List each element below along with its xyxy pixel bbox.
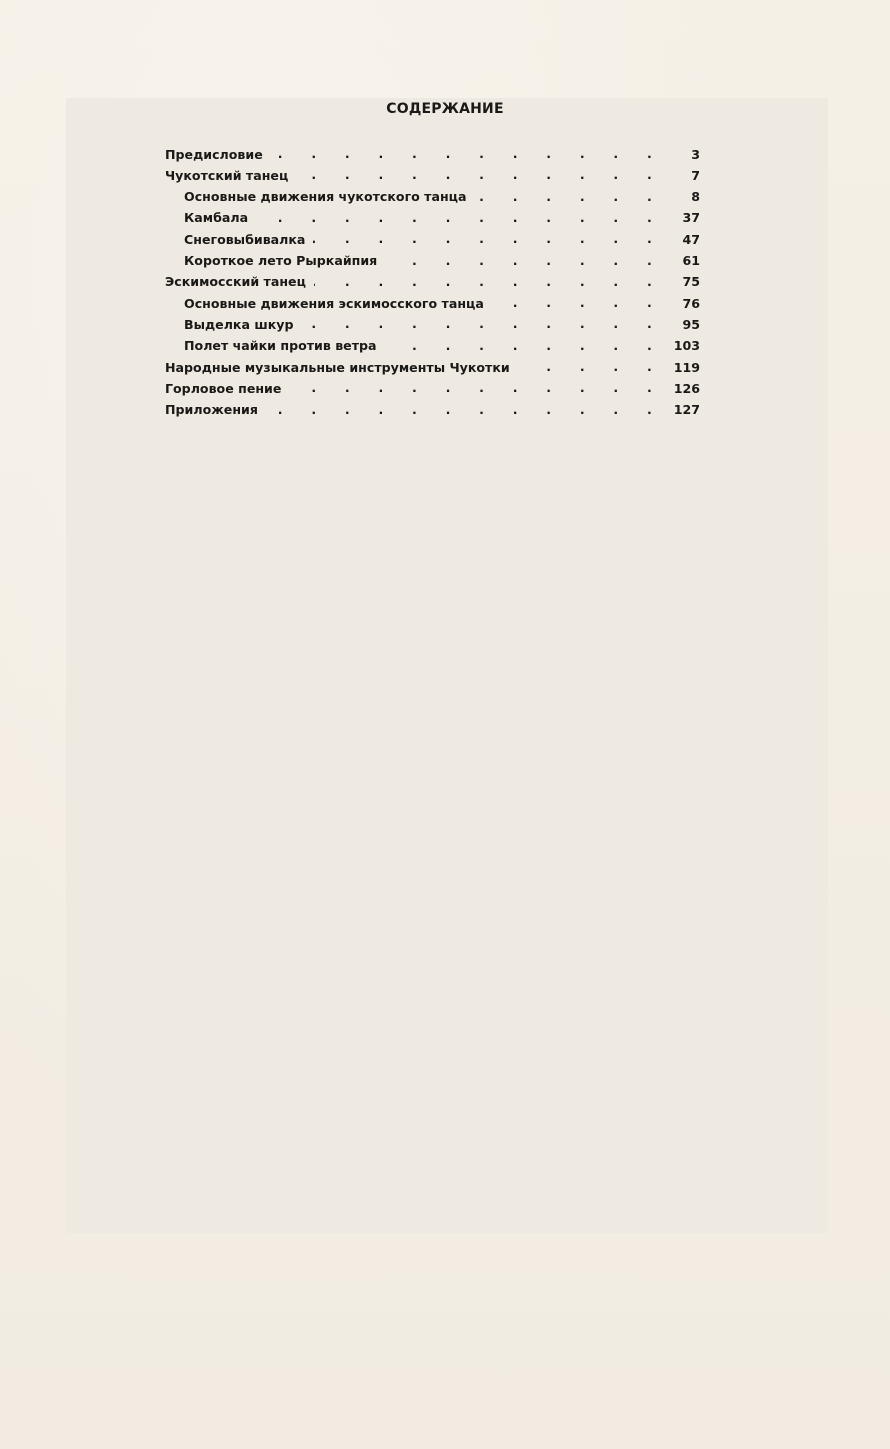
toc-entry xyxy=(165,356,700,378)
toc-entry-title: Короткое лето Рыркайпия xyxy=(184,253,378,268)
toc-entry-title: Горловое пение xyxy=(165,380,282,396)
toc-entry xyxy=(165,143,700,165)
toc-dot-leader xyxy=(492,292,664,314)
toc-dot-leader xyxy=(296,164,664,186)
toc-dot-leader xyxy=(314,271,664,293)
toc-entry-title: Выделка шкур xyxy=(184,316,294,332)
toc-dot-leader xyxy=(313,228,664,250)
toc-entry-page-number: 75 xyxy=(682,274,700,290)
toc-dot-leader xyxy=(385,335,664,357)
toc-entry-title: Снеговыбивалка xyxy=(184,231,306,247)
toc-entry-page-number: 37 xyxy=(682,210,700,226)
toc-entry-title: Камбала xyxy=(184,210,249,226)
toc-entry xyxy=(184,292,700,314)
toc-entry xyxy=(184,313,700,335)
toc-entry-title: Эскимосский танец xyxy=(165,274,306,290)
toc-entry-page-number: 126 xyxy=(673,380,700,396)
toc-entry xyxy=(165,164,700,186)
toc-entry xyxy=(165,399,700,421)
toc-entry-page-number: 95 xyxy=(682,316,700,332)
toc-entry-page-number: 103 xyxy=(673,338,700,354)
toc-entry-title: Чукотский танец xyxy=(165,167,289,183)
toc-entry xyxy=(165,271,700,293)
toc-entry-title: Народные музыкальные инструменты Чукотки xyxy=(165,359,510,375)
toc-entry-page-number: 7 xyxy=(691,167,700,183)
toc-entry-title: Основные движения чукотского танца xyxy=(184,189,467,205)
toc-entry-page-number: 47 xyxy=(682,231,700,247)
toc-entry-page-number: 76 xyxy=(682,295,700,311)
toc-entry-page-number: 3 xyxy=(691,146,700,162)
toc-dot-leader xyxy=(256,207,664,229)
toc-dot-leader xyxy=(302,313,664,335)
toc-entry-page-number: 61 xyxy=(682,253,700,268)
toc-entry xyxy=(165,377,700,399)
toc-entry xyxy=(184,335,700,357)
toc-entry xyxy=(184,228,700,250)
toc-entry-title: Предисловие xyxy=(165,146,263,162)
toc-entry xyxy=(184,186,700,208)
contents-heading: СОДЕРЖАНИЕ xyxy=(386,101,504,117)
toc-entry-title: Приложения xyxy=(165,402,258,418)
toc-entry xyxy=(184,207,700,229)
toc-dot-leader xyxy=(518,356,664,378)
toc-entry-page-number: 119 xyxy=(673,359,700,375)
toc-dot-leader xyxy=(475,186,664,208)
toc-dot-leader xyxy=(385,250,664,272)
toc-entry-page-number: 127 xyxy=(673,402,700,418)
toc-dot-leader xyxy=(266,399,664,421)
toc-entry xyxy=(184,250,700,272)
toc-entry-title: Полет чайки против ветра xyxy=(184,338,377,354)
toc-dot-leader xyxy=(271,143,664,165)
toc-entry-title: Основные движения эскимосского танца xyxy=(184,295,484,311)
toc-entry-page-number: 8 xyxy=(691,189,700,205)
toc-dot-leader xyxy=(289,377,664,399)
